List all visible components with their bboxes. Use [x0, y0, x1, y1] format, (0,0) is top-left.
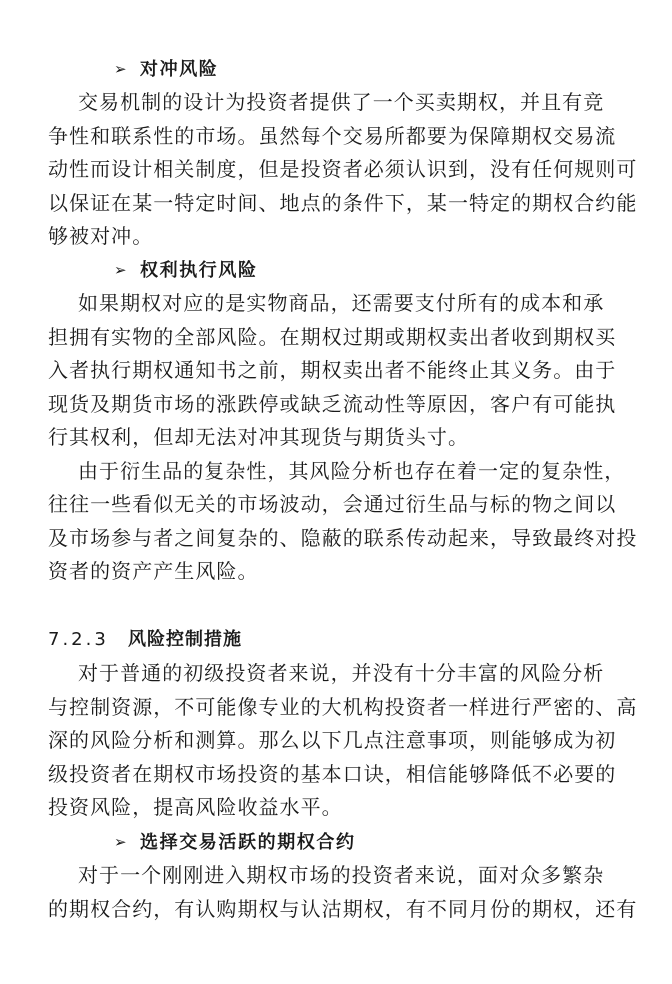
paragraph-line: 交易机制的设计为投资者提供了一个买卖期权，并且有竞 — [78, 90, 605, 114]
paragraph-line: 的期权合约，有认购期权与认沽期权，有不同月份的期权，还有 — [48, 897, 638, 921]
paragraph-line: 级投资者在期权市场投资的基本口诀，相信能够降低不必要的 — [48, 762, 617, 786]
paragraph-line: 由于衍生品的复杂性，其风险分析也存在着一定的复杂性， — [78, 459, 626, 483]
paragraph-line: 对于一个刚刚进入期权市场的投资者来说，面对众多繁杂 — [78, 863, 605, 887]
paragraph-line: 往往一些看似无关的市场波动，会通过衍生品与标的物之间以 — [48, 492, 617, 516]
bullet-heading-text: 权利执行风险 — [140, 260, 258, 281]
section-number: 7.2.3 — [48, 629, 109, 650]
paragraph-line: 如果期权对应的是实物商品，还需要支付所有的成本和承 — [78, 291, 605, 315]
bullet-heading-text: 选择交易活跃的期权合约 — [140, 832, 356, 853]
paragraph-line: 资者的资产产生风险。 — [48, 559, 259, 583]
bullet-heading-text: 对冲风险 — [140, 59, 219, 80]
arrow-bullet-icon: ➢ — [114, 60, 129, 78]
paragraph-line: 及市场参与者之间复杂的、隐蔽的联系传动起来，导致最终对投 — [48, 526, 638, 550]
paragraph-line: 行其权利，但却无法对冲其现货与期货头寸。 — [48, 425, 469, 449]
paragraph-line: 担拥有实物的全部风险。在期权过期或期权卖出者收到期权买 — [48, 325, 617, 349]
paragraph-line: 与控制资源，不可能像专业的大机构投资者一样进行严密的、高 — [48, 695, 638, 719]
paragraph-line: 深的风险分析和测算。那么以下几点注意事项，则能够成为初 — [48, 728, 617, 752]
paragraph-line: 现货及期货市场的涨跌停或缺乏流动性等原因，客户有可能执 — [48, 392, 617, 416]
paragraph-line: 动性而设计相关制度，但是投资者必须认识到，没有任何规则可 — [48, 157, 638, 181]
bullet-heading-exercise-risk — [114, 258, 258, 283]
paragraph-line: 投资风险，提高风险收益水平。 — [48, 795, 343, 819]
arrow-bullet-icon: ➢ — [114, 833, 129, 851]
bullet-heading-active-contracts — [114, 830, 356, 855]
section-title: 风险控制措施 — [128, 629, 242, 650]
paragraph-line: 争性和联系性的市场。虽然每个交易所都要为保障期权交易流 — [48, 124, 617, 148]
paragraph-line: 以保证在某一特定时间、地点的条件下，某一特定的期权合约能 — [48, 191, 638, 215]
arrow-bullet-icon: ➢ — [114, 261, 129, 279]
bullet-heading-hedging-risk — [114, 57, 218, 82]
paragraph-line: 够被对冲。 — [48, 224, 154, 248]
paragraph-line: 入者执行期权通知书之前，期权卖出者不能终止其义务。由于 — [48, 358, 617, 382]
paragraph-line: 对于普通的初级投资者来说，并没有十分丰富的风险分析 — [78, 661, 605, 685]
section-heading — [48, 628, 242, 652]
